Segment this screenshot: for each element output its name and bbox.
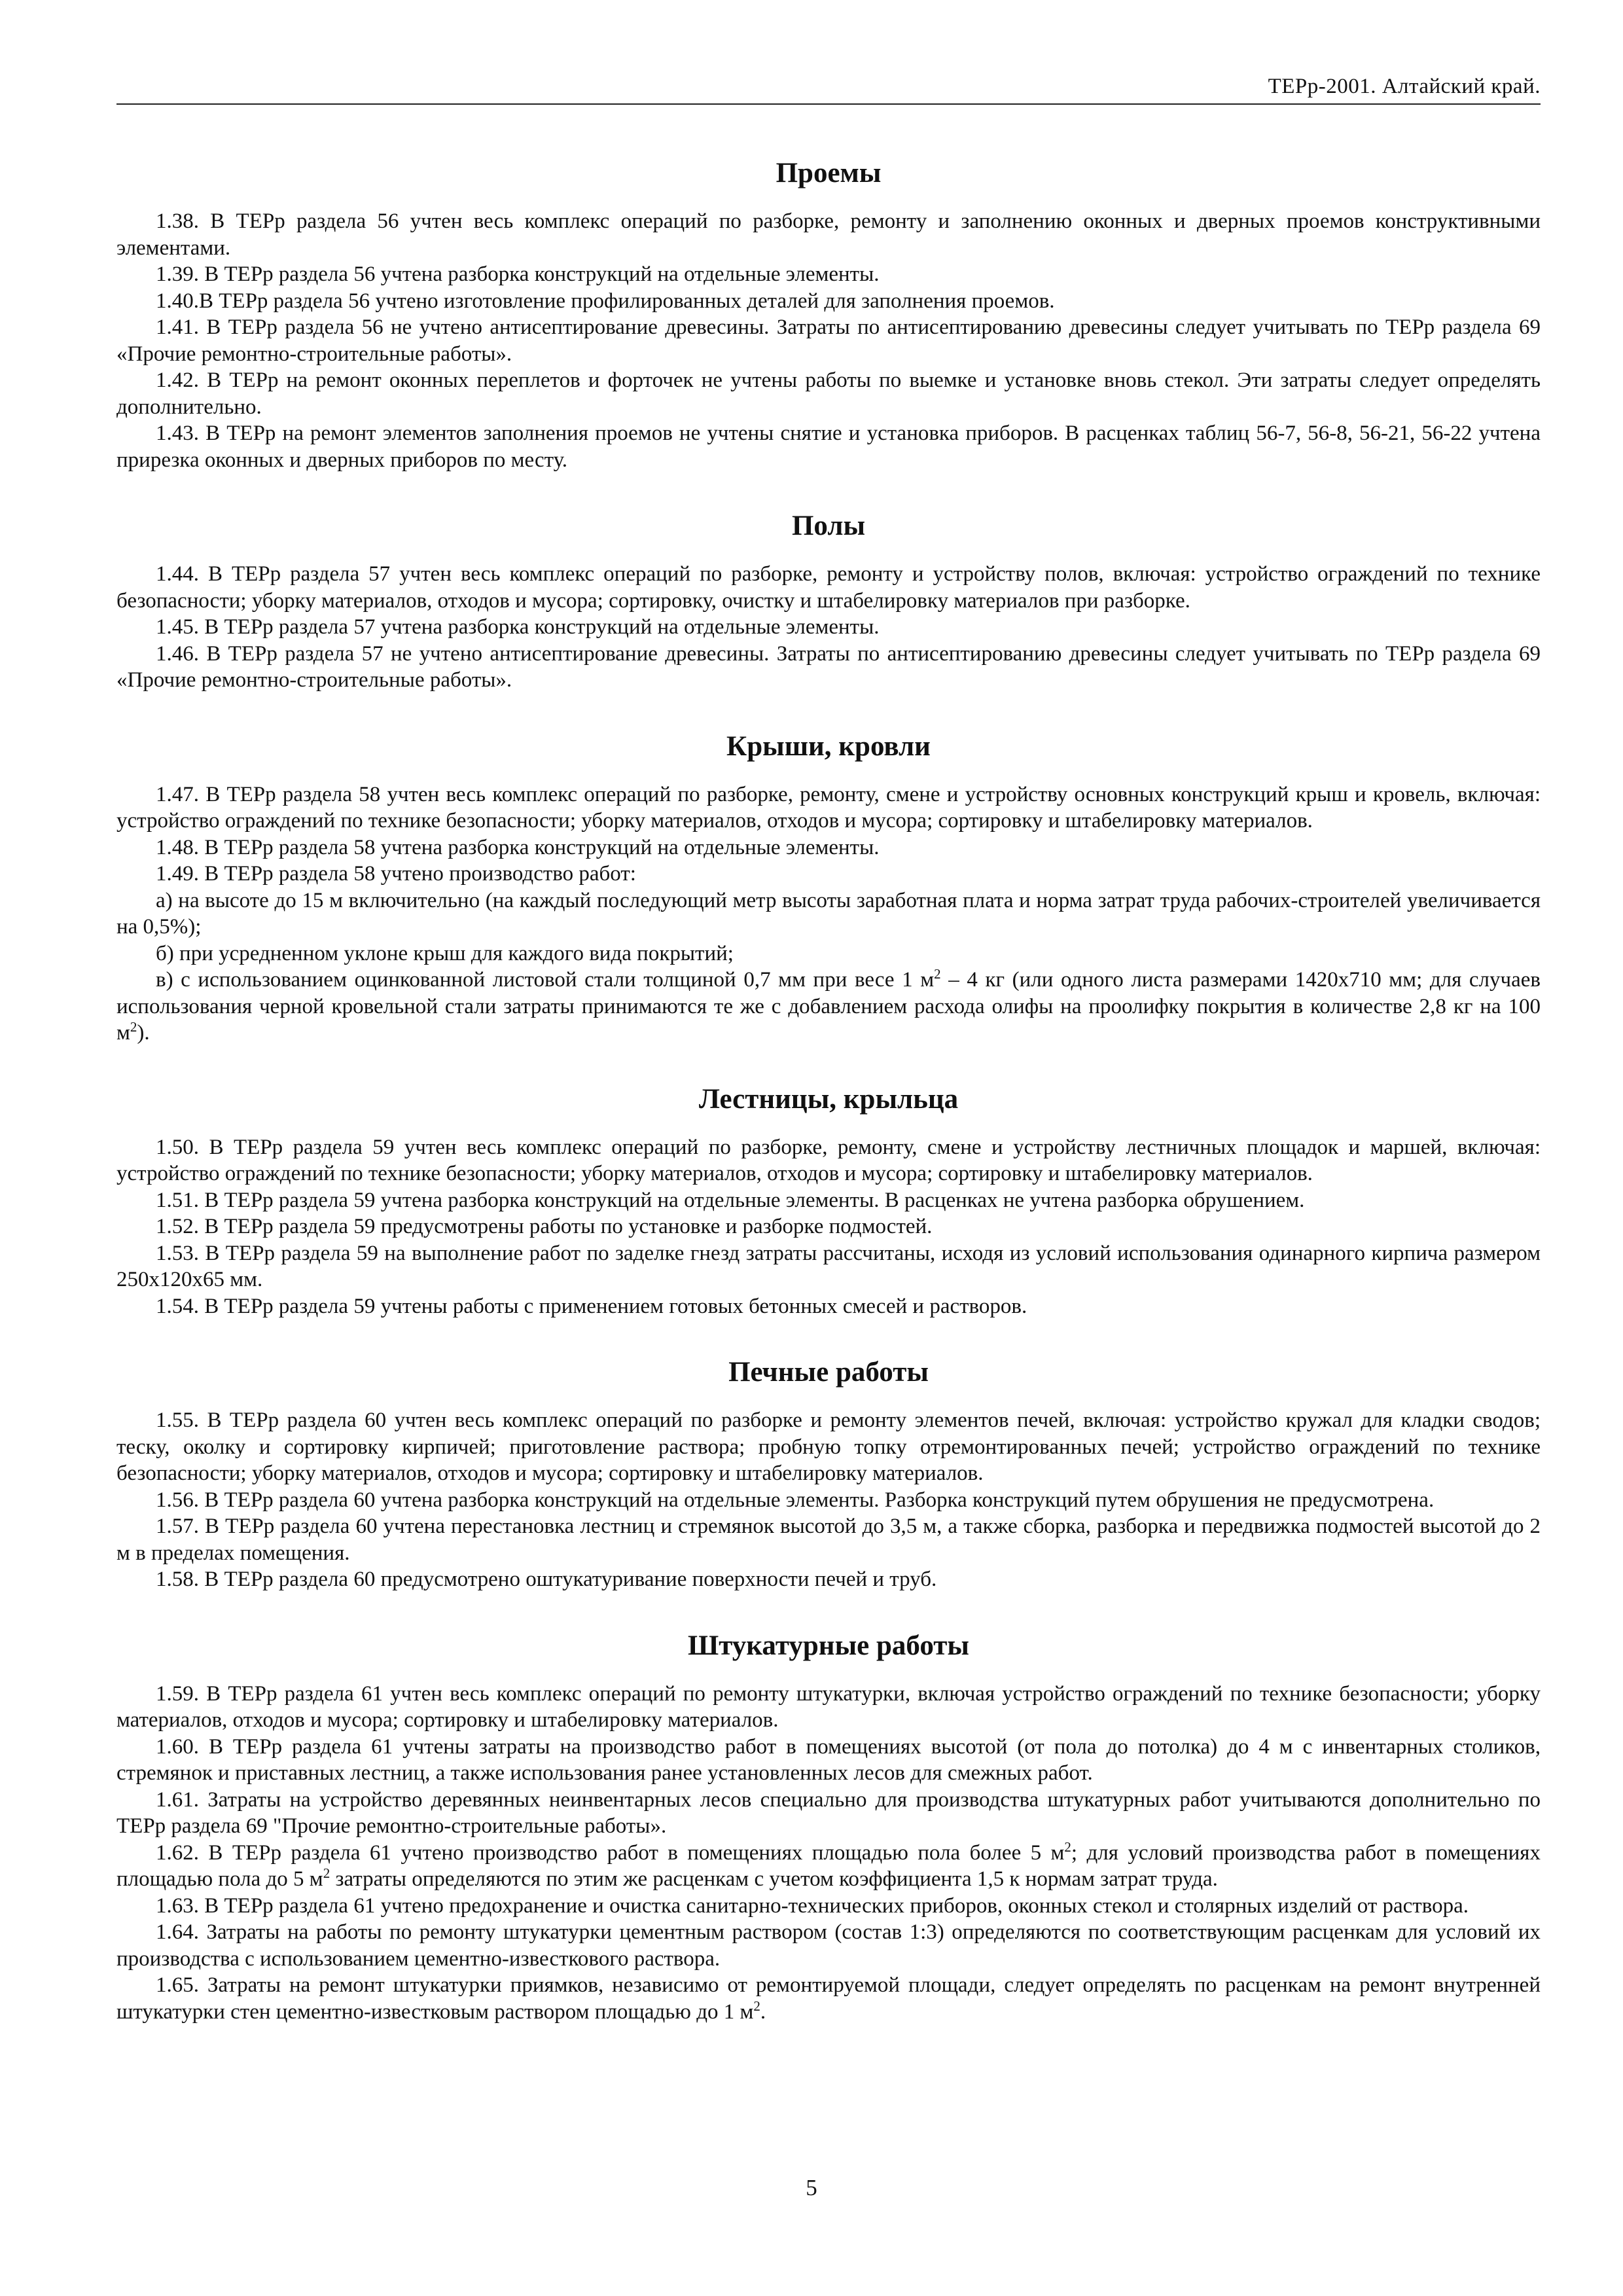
running-title: ТЕРр-2001. Алтайский край. bbox=[1268, 75, 1541, 98]
paragraph-1-57: 1.57. В ТЕРр раздела 60 учтена перестановка лестниц и стремянок высотой до 3,5 м, а также сборка, разборка и передвижка подмостей высотой до 2 м в пределах помещения. bbox=[116, 1515, 1541, 1565]
paragraph-1-42: 1.42. В ТЕРр на ремонт оконных переплетов и форточек не учтены работы по выемке и установке вновь стекол. Эти затраты следует определять дополнительно. bbox=[116, 368, 1541, 419]
section-title: Лестницы, крыльца bbox=[698, 1083, 959, 1115]
paragraph-1-51: 1.51. В ТЕРр раздела 59 учтена разборка конструкций на отдельные элементы. В расценках не учтена разборка обрушением. bbox=[156, 1188, 1305, 1212]
section-title: Полы bbox=[791, 511, 866, 541]
paragraph-1-49: 1.49. В ТЕРр раздела 58 учтено производство работ: bbox=[156, 862, 636, 886]
text-run: . bbox=[760, 2000, 766, 2024]
paragraph-1-63: 1.63. В ТЕРр раздела 61 учтено предохранение и очистка санитарно-технических приборов, оконных стекол и столярных изделий от раствора. bbox=[156, 1893, 1469, 1918]
paragraph-1-49-v bbox=[116, 967, 1541, 1047]
text-run: ). bbox=[137, 1021, 150, 1045]
superscript: 2 bbox=[323, 1865, 330, 1881]
text-run: в) с использованием оцинкованной листовой стали толщиной 0,7 мм при весе 1 м bbox=[156, 968, 935, 992]
header-rule bbox=[116, 103, 1541, 105]
paragraph-1-53: 1.53. В ТЕРр раздела 59 на выполнение работ по заделке гнезд затраты рассчитаны, исходя из условий использования одинарного кирпича размером 250х120х65 мм. bbox=[116, 1241, 1541, 1291]
paragraph-1-50: 1.50. В ТЕРр раздела 59 учтен весь комплекс операций по разборке, ремонту, смене и устройству лестничных площадок и маршей, включая: устройство ограждений по технике безопасности; уборку материалов, отходов и мусора; сортировку и штабелировку материалов. bbox=[116, 1135, 1541, 1185]
paragraph-1-52: 1.52. В ТЕРр раздела 59 предусмотрены работы по установке и разборке подмостей. bbox=[156, 1215, 933, 1238]
paragraph-1-61: 1.61. Затраты на устройство деревянных неинвентарных лесов специально для производства штукатурных работ учитываются дополнительно по ТЕРр раздела 69 "Прочие ремонтно-строительные работы». bbox=[116, 1787, 1541, 1838]
section-title: Штукатурные работы bbox=[688, 1630, 969, 1661]
superscript: 2 bbox=[1064, 1839, 1071, 1855]
section-openings bbox=[116, 156, 1541, 473]
paragraph-1-60: 1.60. В ТЕРр раздела 61 учтены затраты на производство работ в помещениях высотой (от пола до потолка) до 4 м с инвентарных столиков, стремянок и приставных лестниц, а также использования ранее установленных лесов для смежных работ. bbox=[116, 1734, 1541, 1785]
paragraph-1-56: 1.56. В ТЕРр раздела 60 учтена разборка конструкций на отдельные элементы. Разборка конструкций путем обрушения не предусмотрена. bbox=[156, 1488, 1435, 1512]
paragraph-1-59: 1.59. В ТЕРр раздела 61 учтен весь комплекс операций по ремонту штукатурки, включая устройство ограждений по технике безопасности; уборку материалов, отходов и мусора; сортировку и штабелировку материалов. bbox=[116, 1681, 1541, 1732]
text-run: 1.65. Затраты на ремонт штукатурки приямков, независимо от ремонтируемой площади, следует определять по расценкам на ремонт внутренней штукатурки стен цементно-известковым раствором площадью до 1 м bbox=[116, 1973, 1541, 2024]
paragraph-1-49-b: б) при усредненном уклоне крыш для каждого вида покрытий; bbox=[156, 941, 734, 965]
text-run: – 4 кг (или одного листа размерами 1420х710 мм; для случаев использования черной кровельной стали затраты принимаются те же с добавлением расхода олифы на проолифку покрытия в количестве 2,8 кг на 100 м bbox=[116, 968, 1541, 1045]
paragraph-1-43: 1.43. В ТЕРр на ремонт элементов заполнения проемов не учтены снятие и установка приборов. В расценках таблиц 56-7, 56-8, 56-21, 56-22 учтена прирезка оконных и дверных приборов по месту. bbox=[116, 422, 1541, 472]
section-stairs bbox=[116, 1082, 1541, 1320]
paragraph-1-64: 1.64. Затраты на работы по ремонту штукатурки цементным раствором (состав 1:3) определяются по соответствующим расценкам для условий их производства с использованием цементно-известкового раствора. bbox=[116, 1920, 1541, 1971]
section-title: Печные работы bbox=[728, 1357, 929, 1388]
section-floors bbox=[116, 509, 1541, 694]
paragraph-1-38: 1.38. В ТЕРр раздела 56 учтен весь комплекс операций по разборке, ремонту и заполнению оконных и дверных проемов конструктивными элементами. bbox=[116, 209, 1541, 260]
paragraph-1-58: 1.58. В ТЕРр раздела 60 предусмотрено оштукатуривание поверхности печей и труб. bbox=[156, 1568, 937, 1591]
section-title: Крыши, кровли bbox=[726, 730, 931, 762]
paragraph-1-48: 1.48. В ТЕРр раздела 58 учтена разборка конструкций на отдельные элементы. bbox=[156, 835, 880, 859]
paragraph-1-44: 1.44. В ТЕРр раздела 57 учтен весь комплекс операций по разборке, ремонту и устройству полов, включая: устройство ограждений по технике безопасности; уборку материалов, отходов и мусора; сортировку, очистку и штабелировку материалов при разборке. bbox=[116, 562, 1541, 613]
paragraph-1-39: 1.39. В ТЕРр раздела 56 учтена разборка конструкций на отдельные элементы. bbox=[156, 262, 880, 286]
paragraph-1-62 bbox=[116, 1840, 1541, 1893]
superscript: 2 bbox=[753, 1998, 760, 2014]
text-run: ; для условий производства работ в помещениях площадью пола до 5 м bbox=[116, 1840, 1541, 1891]
page-number: 5 bbox=[806, 2175, 817, 2200]
document-page bbox=[116, 73, 1541, 2025]
paragraph-1-49-a: а) на высоте до 15 м включительно (на каждый последующий метр высоты заработная плата и норма затрат труда рабочих-строителей увеличивается на 0,5%); bbox=[116, 888, 1541, 939]
section-title: Проемы bbox=[776, 158, 882, 188]
paragraph-1-47: 1.47. В ТЕРр раздела 58 учтен весь комплекс операций по разборке, ремонту, смене и устройству основных конструкций крыш и кровель, включая: устройство ограждений по технике безопасности; уборку материалов, отходов и мусора; сортировку и штабелировку материалов. bbox=[116, 782, 1541, 833]
section-roofs bbox=[116, 729, 1541, 1047]
paragraph-1-55: 1.55. В ТЕРр раздела 60 учтен весь комплекс операций по разборке и ремонту элементов печей, включая: устройство кружал для кладки сводов; теску, околку и сортировку кирпичей; приготовление раствора; пробную топку отремонтированных печей; устройство ограждений по технике безопасности; уборку материалов, отходов и мусора; сортировку и штабелировку материалов. bbox=[116, 1408, 1541, 1485]
paragraph-1-65 bbox=[116, 1972, 1541, 2025]
document-body bbox=[116, 156, 1541, 2025]
paragraph-1-54: 1.54. В ТЕРр раздела 59 учтены работы с применением готовых бетонных смесей и растворов. bbox=[156, 1294, 1027, 1318]
text-run: затраты определяются по этим же расценкам с учетом коэффициента 1,5 к нормам затрат труда. bbox=[330, 1867, 1218, 1891]
superscript: 2 bbox=[130, 1019, 137, 1035]
superscript: 2 bbox=[934, 966, 941, 982]
paragraph-1-40: 1.40.В ТЕРр раздела 56 учтено изготовление профилированных деталей для заполнения проемов. bbox=[156, 289, 1055, 313]
section-plaster-works bbox=[116, 1628, 1541, 2026]
paragraph-1-45: 1.45. В ТЕРр раздела 57 учтена разборка конструкций на отдельные элементы. bbox=[156, 615, 880, 639]
section-stove-works bbox=[116, 1355, 1541, 1593]
text-run: 1.62. В ТЕРр раздела 61 учтено производство работ в помещениях площадью пола более 5 м bbox=[156, 1840, 1065, 1865]
paragraph-1-46: 1.46. В ТЕРр раздела 57 не учтено антисептирование древесины. Затраты по антисептированию древесины следует учитывать по ТЕРр раздела 69 «Прочие ремонтно-строительные работы». bbox=[116, 641, 1541, 692]
running-header bbox=[116, 73, 1541, 105]
paragraph-1-41: 1.41. В ТЕРр раздела 56 не учтено антисептирование древесины. Затраты по антисептированию древесины следует учитывать по ТЕРр раздела 69 «Прочие ремонтно-строительные работы». bbox=[116, 315, 1541, 366]
